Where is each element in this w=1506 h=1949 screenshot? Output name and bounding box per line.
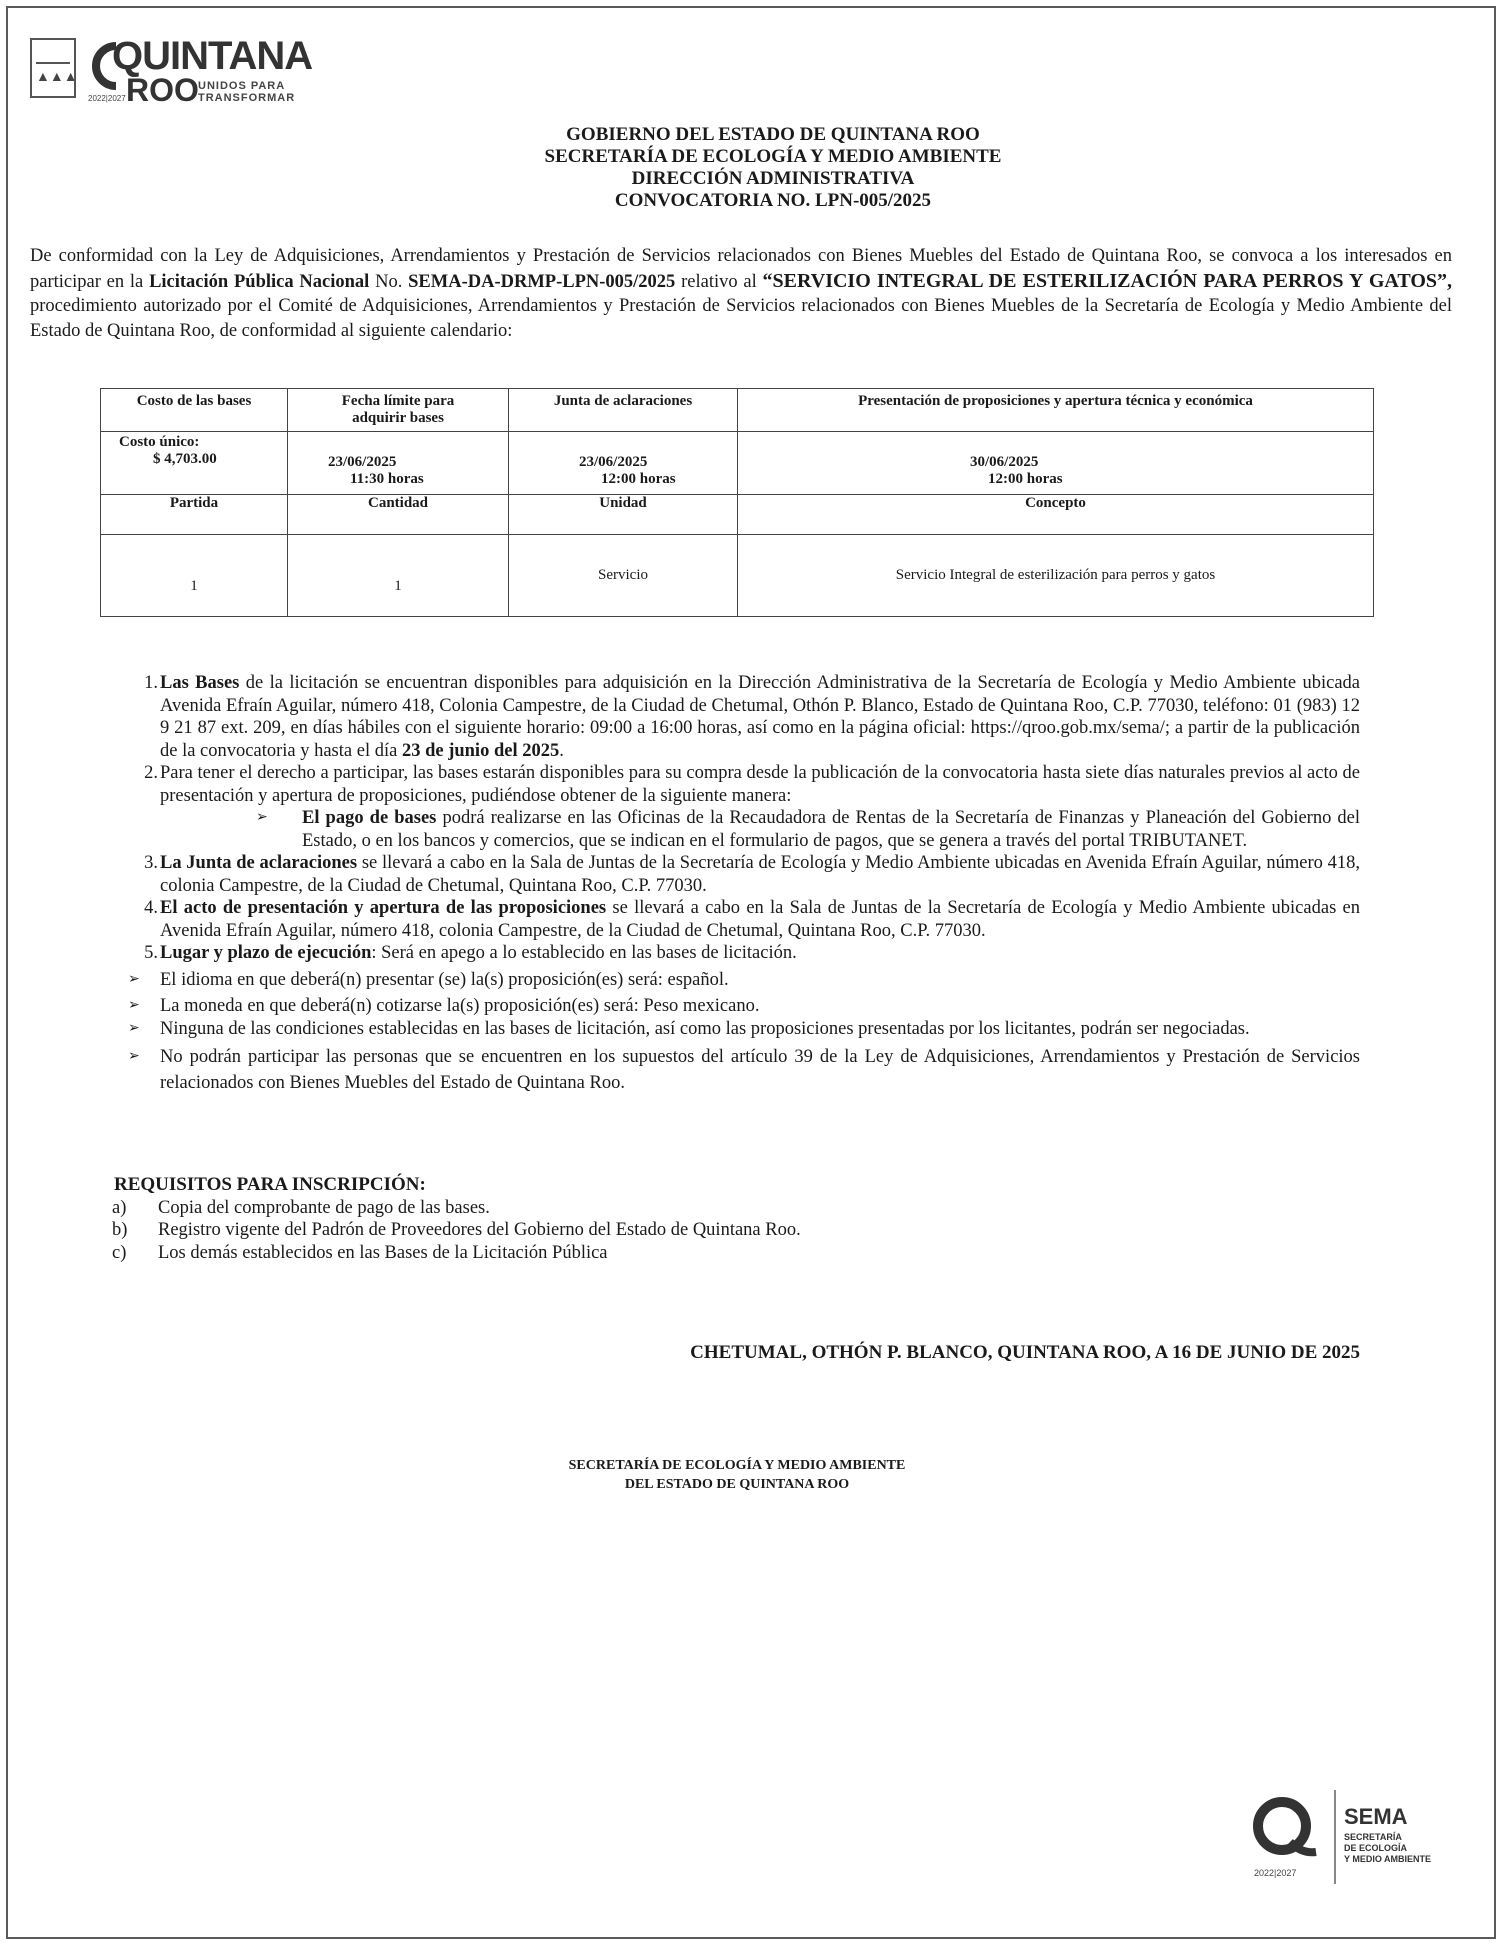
cell-unidad: Servicio [509,535,738,617]
header-fecha: Fecha límite para adquirir bases [288,389,509,432]
table-row [101,535,1374,617]
cell-cantidad: 1 [288,535,509,617]
header-concepto: Concepto [738,495,1374,535]
header-line-4: CONVOCATORIA NO. LPN-005/2025 [614,190,932,211]
header-junta: Junta de aclaraciones [509,389,738,432]
list-item: ➢ La moneda en que deberá(n) cotizarse la(s) proposición(es) será: Peso mexicano. [128,996,760,1016]
header-line-2: SECRETARÍA DE ECOLOGÍA Y MEDIO AMBIENTE [544,146,1002,167]
intro-paragraph: De conformidad con la Ley de Adquisiciones, Arrendamientos y Prestación de Servicios relacionados con Bienes Muebles del Estado de Quintana Roo, se convoca a los interesados en participar en la Licitación Pública Nacional No. SEMA-DA-DRMP-LPN-005/2025 relativo al “SERVICIO INTEGRAL DE ESTERILIZACIÓN PARA PERROS Y GATOS”, procedimiento autorizado por el Comité de Adquisiciones, Arrendamientos y Prestación de Servicios relacionados con Bienes Muebles de la Secretaría de Ecología y Medio Ambiente del Estado de Quintana Roo, de conformidad al siguiente calendario: [30,246,1453,341]
list-item: ➢ Ninguna de las condiciones establecidas en las bases de licitación, así como las proposiciones presentadas por los licitantes, podrán ser negociadas. [128,1018,1250,1039]
requirements-title: REQUISITOS PARA INSCRIPCIÓN: [114,1174,426,1195]
logo-name-2: ROO [126,72,199,108]
calendar-table [100,388,1374,617]
arrow-bullet-icon: ➢ [128,1049,140,1064]
sema-subtitle: SECRETARÍA DE ECOLOGÍA Y MEDIO AMBIENTE [1344,1832,1432,1864]
list-item: ➢ El pago de bases podrá realizarse en las Oficinas de la Recaudadora de Rentas de la Secretaría de Finanzas y Planeación del Gobierno del Estado, o en los bancos y comercios, que se indican en el formulario de pagos, que se genera a través del portal TRIBUTANET. [256,808,1361,851]
list-item: b) Registro vigente del Padrón de Proveedores del Gobierno del Estado de Quintana Roo. [112,1220,801,1240]
sema-logo: 2022|2027 SEMA SECRETARÍA DE ECOLOGÍA Y MEDIO AMBIENTE [1244,1784,1464,1894]
cell-fecha: 23/06/2025 11:30 horas [288,432,509,495]
logo-tagline: UNIDOS PARA TRANSFORMAR [198,80,296,104]
header-unidad: Unidad [509,495,738,535]
signature-block: SECRETARÍA DE ECOLOGÍA Y MEDIO AMBIENTE DEL ESTADO DE QUINTANA ROO [568,1458,906,1492]
list-item: a) Copia del comprobante de pago de las bases. [112,1197,490,1218]
sema-wordmark: SEMA [1344,1804,1408,1829]
header-line-1: GOBIERNO DEL ESTADO DE QUINTANA ROO [566,124,980,145]
cell-partida: 1 [101,535,288,617]
table-row [101,432,1374,495]
list-item: ➢ No podrán participar las personas que se encuentren en los supuestos del artículo 39 de la Ley de Adquisiciones, Arrendamientos y Prestación de Servicios relacionados con Bienes Muebles del Estado de Quintana Roo. [160,1044,1360,1096]
header-presentacion: Presentación de proposiciones y apertura técnica y económica [738,389,1374,432]
list-item: 3. La Junta de aclaraciones se llevará a cabo en la Sala de Juntas de la Secretaría de Ecología y Medio Ambiente ubicadas en Avenida Efraín Aguilar, número 418, colonia Campestre, de la Ciudad de Chetumal, Quintana Roo, C.P. 77030. [144,853,1360,896]
logo-years: 2022|2027 [88,94,126,103]
quintana-roo-logo [28,28,313,108]
arrow-bullet-icon: ➢ [128,1020,140,1036]
cell-concepto: Servicio Integral de esterilización para perros y gatos [738,535,1374,617]
requirements-section [114,1174,1314,1264]
list-item: ➢ El idioma en que deberá(n) presentar (se) la(s) proposición(es) será: español. [128,969,729,990]
list-item: 1. Las Bases de la licitación se encuentran disponibles para adquisición en la Dirección Administrativa de la Secretaría de Ecología y Medio Ambiente ubicada Avenida Efraín Aguilar, número 418, Colonia Campestre, de la Ciudad de Chetumal, Othón P. Blanco, Estado de Quintana Roo, C.P. 77030, teléfono: 01 (983) 12 9 21 87 ext. 209, en días hábiles con el siguiente horario: 09:00 a 16:00 horas, así como en la página oficial: https://qroo.gob.mx/sema/; a partir de la publicación de la convocatoria y hasta el día 23 de junio del 2025. [144,673,1360,761]
header-partida: Partida [101,495,288,535]
arrow-bullet-icon: ➢ [256,810,268,825]
state-shield-icon: ▲▲▲ [30,38,76,98]
header-line-3: DIRECCIÓN ADMINISTRATIVA [631,168,915,189]
table-row [101,389,1374,432]
arrow-bullet-icon: ➢ [128,998,140,1013]
header-cantidad: Cantidad [288,495,509,535]
header-costo: Costo de las bases [101,389,288,432]
place-date: CHETUMAL, OTHÓN P. BLANCO, QUINTANA ROO, A 16 DE JUNIO DE 2025 [690,1342,1360,1363]
cell-costo: Costo único: $ 4,703.00 [101,432,288,495]
cell-junta: 23/06/2025 12:00 horas [509,432,738,495]
list-item: 4. El acto de presentación y apertura de las proposiciones se llevará a cabo en la Sala de Juntas de la Secretaría de Ecología y Medio Ambiente ubicadas en Avenida Efraín Aguilar, número 418, colonia Campestre, de la Ciudad de Chetumal, Quintana Roo, C.P. 77030. [144,898,1360,941]
list-item: 5. Lugar y plazo de ejecución: Será en apego a lo establecido en las bases de licitación. [144,943,797,963]
list-item: c) Los demás establecidos en las Bases de la Licitación Pública [112,1242,608,1263]
document-header [0,124,1506,212]
arrow-bullet-icon: ➢ [128,971,140,987]
sema-q-icon [1246,1792,1318,1864]
list-item: 2. Para tener el derecho a participar, las bases estarán disponibles para su compra desde la publicación de la convocatoria hasta siete días naturales previos al acto de presentación y apertura de proposiciones, pudiéndose obtener de la siguiente manera: [144,763,1360,806]
table-row [101,495,1374,535]
logo-name: QUINTANA [112,34,313,78]
cell-presentacion: 30/06/2025 12:00 horas [738,432,1374,495]
conditions-list [128,672,1361,1096]
